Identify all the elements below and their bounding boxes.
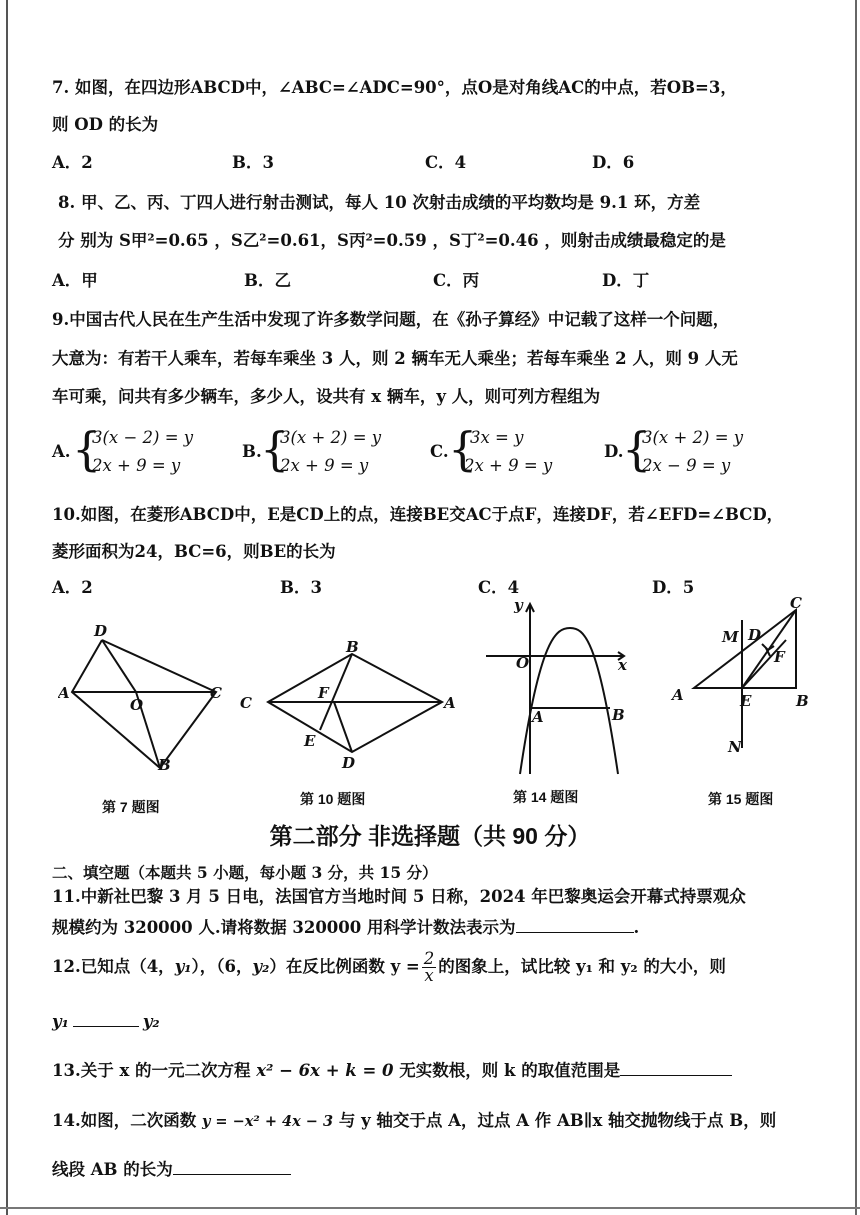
fig15-label-n: N: [728, 738, 742, 756]
q12-mid1: ），（6，: [191, 957, 253, 976]
q9-brace-a: {: [72, 422, 102, 476]
q8-option-d: D．丁: [602, 271, 650, 290]
fig14-label-y: y: [514, 598, 523, 614]
q13-answer-blank[interactable]: [620, 1057, 732, 1076]
fig10-label-e: E: [304, 732, 316, 750]
fig10-caption: 第 10 题图: [300, 791, 366, 807]
q12-line1: [52, 948, 726, 986]
q7-option-a: A．2: [52, 153, 93, 172]
q9-line2: 大意为：有若干人乘车，若每车乘坐 3 人，则 2 辆车无人乘坐；若每车乘坐 2 人，则 9 人无: [52, 349, 738, 368]
fig7-label-a: A: [58, 684, 70, 702]
q11-end: .: [633, 918, 640, 937]
q9-brace-b: {: [260, 422, 290, 476]
figure-14: [484, 598, 634, 776]
fig14-label-a: A: [532, 708, 544, 726]
fig10-label-a: A: [444, 694, 456, 712]
q9-brace-d: {: [622, 422, 652, 476]
q10-option-a: A．2: [52, 578, 93, 597]
q9-option-d-eq2: 2x − 9 = y: [642, 456, 731, 475]
fig15-label-c: C: [790, 596, 802, 612]
q9-option-d-eq1: 3(x + 2) = y: [642, 428, 744, 447]
q8-line1: 8. 甲、乙、丙、丁四人进行射击测试，每人 10 次射击成绩的平均数均是 9.1 环，方差: [58, 193, 701, 212]
fig7-label-d: D: [94, 622, 108, 640]
fig14-label-x: x: [618, 656, 627, 674]
q9-option-b-eq2: 2x + 9 = y: [280, 456, 369, 475]
q14-answer-blank[interactable]: [173, 1156, 291, 1175]
section-title: 第二部分 非选择题（共 90 分）: [269, 823, 591, 849]
q8-option-a: A．甲: [52, 271, 98, 290]
q12-answer-y1: y₁: [52, 1012, 69, 1031]
part2-heading: 二、填空题（本题共 5 小题，每小题 3 分，共 15 分）: [52, 863, 438, 882]
q11-line2-text: 规模约为 320000 人.请将数据 320000 用科学计数法表示为: [52, 918, 516, 937]
q12-line2: [52, 1008, 160, 1033]
q12-fraction: [422, 951, 437, 984]
q12-pre: 12.已知点（4，: [52, 957, 175, 976]
q9-option-c-eq1: 3x = y: [470, 428, 524, 447]
q12-answer-blank[interactable]: [73, 1008, 139, 1027]
fig15-label-b: B: [796, 692, 809, 710]
q11-answer-blank[interactable]: [516, 914, 634, 933]
q9-option-c-label: C.: [430, 442, 449, 461]
q7-line1: 7. 如图，在四边形ABCD中，∠ABC=∠ADC=90°，点O是对角线AC的中点，若OB=3，: [52, 78, 737, 97]
q9-option-d-label: D.: [604, 442, 624, 461]
q9-option-c-eq2: 2x + 9 = y: [464, 456, 553, 475]
q7-option-d: D．6: [592, 153, 635, 172]
q14-equation: y = −x² + 4x − 3: [201, 1113, 334, 1130]
figure-15: [664, 596, 820, 760]
fig15-caption: 第 15 题图: [708, 791, 774, 807]
fig14-label-o: O: [516, 654, 530, 672]
q11-line2: [52, 914, 639, 939]
q8-option-b: B．乙: [244, 271, 291, 290]
q11-line1: 11.中新社巴黎 3 月 5 日电，法国官方当地时间 5 日称，2024 年巴黎奥运会开幕式持票观众: [52, 887, 746, 906]
fig7-label-b: B: [158, 756, 171, 774]
q12-fraction-den: x: [424, 966, 434, 985]
q9-option-a-eq2: 2x + 9 = y: [92, 456, 181, 475]
q8-option-c: C．丙: [433, 271, 480, 290]
q12-y2: y₂: [252, 957, 270, 976]
q12-post: 的图象上，试比较 y₁ 和 y₂ 的大小，则: [438, 957, 726, 976]
q9-option-a-eq1: 3(x − 2) = y: [92, 428, 194, 447]
fig14-caption: 第 14 题图: [513, 789, 579, 805]
fig14-label-b: B: [612, 706, 625, 724]
fig15-label-f: F: [774, 648, 785, 666]
q12-fraction-num: 2: [423, 949, 435, 968]
q9-option-a-label: A.: [52, 442, 71, 461]
scan-right-edge: [855, 0, 857, 1215]
q9-option-d: [604, 422, 774, 482]
fig10-label-c: C: [240, 694, 252, 712]
fig15-label-d: D: [748, 626, 762, 644]
q9-option-b-eq1: 3(x + 2) = y: [280, 428, 382, 447]
fig7-label-o: O: [130, 696, 144, 714]
fig7-label-c: C: [210, 684, 222, 702]
scan-left-edge: [6, 0, 8, 1215]
q9-option-b: [242, 422, 412, 482]
q9-option-b-label: B.: [242, 442, 262, 461]
q13-line: [52, 1057, 732, 1082]
q7-line2: 则 OD 的长为: [52, 115, 159, 134]
fig7-caption: 第 7 题图: [102, 799, 160, 815]
fig10-label-b: B: [346, 640, 359, 656]
q7-option-c: C．4: [425, 153, 467, 172]
fig15-label-m: M: [722, 628, 739, 646]
q14-line2: [52, 1156, 291, 1181]
q14-line2-text: 线段 AB 的长为: [52, 1160, 173, 1179]
q9-line1: 9.中国古代人民在生产生活中发现了许多数学问题，在《孙子算经》中记载了这样一个问题，: [52, 310, 730, 329]
q13-equation: x² − 6x + k = 0: [256, 1061, 394, 1080]
q14-post: 与 y 轴交于点 A，过点 A 作 AB∥x 轴交抛物线于点 B，则: [333, 1111, 777, 1130]
figure-7: [58, 620, 228, 780]
q14-pre: 14.如图，二次函数: [52, 1111, 202, 1130]
q9-option-c: [430, 422, 590, 482]
q9-line3: 车可乘，问共有多少辆车，多少人，设共有 x 辆车，y 人，则可列方程组为: [52, 387, 601, 406]
q14-line1: [52, 1110, 776, 1133]
q10-line1: 10.如图，在菱形ABCD中，E是CD上的点，连接BE交AC于点F，连接DF，若∠EFD=∠BCD，: [52, 505, 784, 524]
q13-pre: 13.关于 x 的一元二次方程: [52, 1061, 257, 1080]
q13-post: 无实数根，则 k 的取值范围是: [393, 1061, 621, 1080]
fig10-label-f: F: [318, 684, 329, 702]
figure-10: [236, 640, 466, 775]
fig10-label-d: D: [342, 754, 356, 772]
q8-line2: 分 别为 S甲²=0.65 ，S乙²=0.61，S丙²=0.59 ，S丁²=0.46 ，则射击成绩最稳定的是: [58, 231, 726, 250]
q9-option-a: [52, 422, 222, 482]
q10-option-b: B．3: [280, 578, 322, 597]
q12-y1: y₁: [174, 957, 192, 976]
scan-bottom-edge: [0, 1207, 860, 1209]
q10-option-d: D．5: [652, 578, 695, 597]
q9-brace-c: {: [448, 422, 478, 476]
q12-answer-y2: y₂: [142, 1012, 160, 1031]
fig15-label-a: A: [672, 686, 684, 704]
q12-mid2: ）在反比例函数 y =: [269, 957, 420, 976]
fig15-label-e: E: [740, 692, 752, 710]
q10-line2: 菱形面积为24，BC=6，则BE的长为: [52, 542, 336, 561]
q7-option-b: B．3: [232, 153, 274, 172]
q10-option-c: C．4: [478, 578, 520, 597]
